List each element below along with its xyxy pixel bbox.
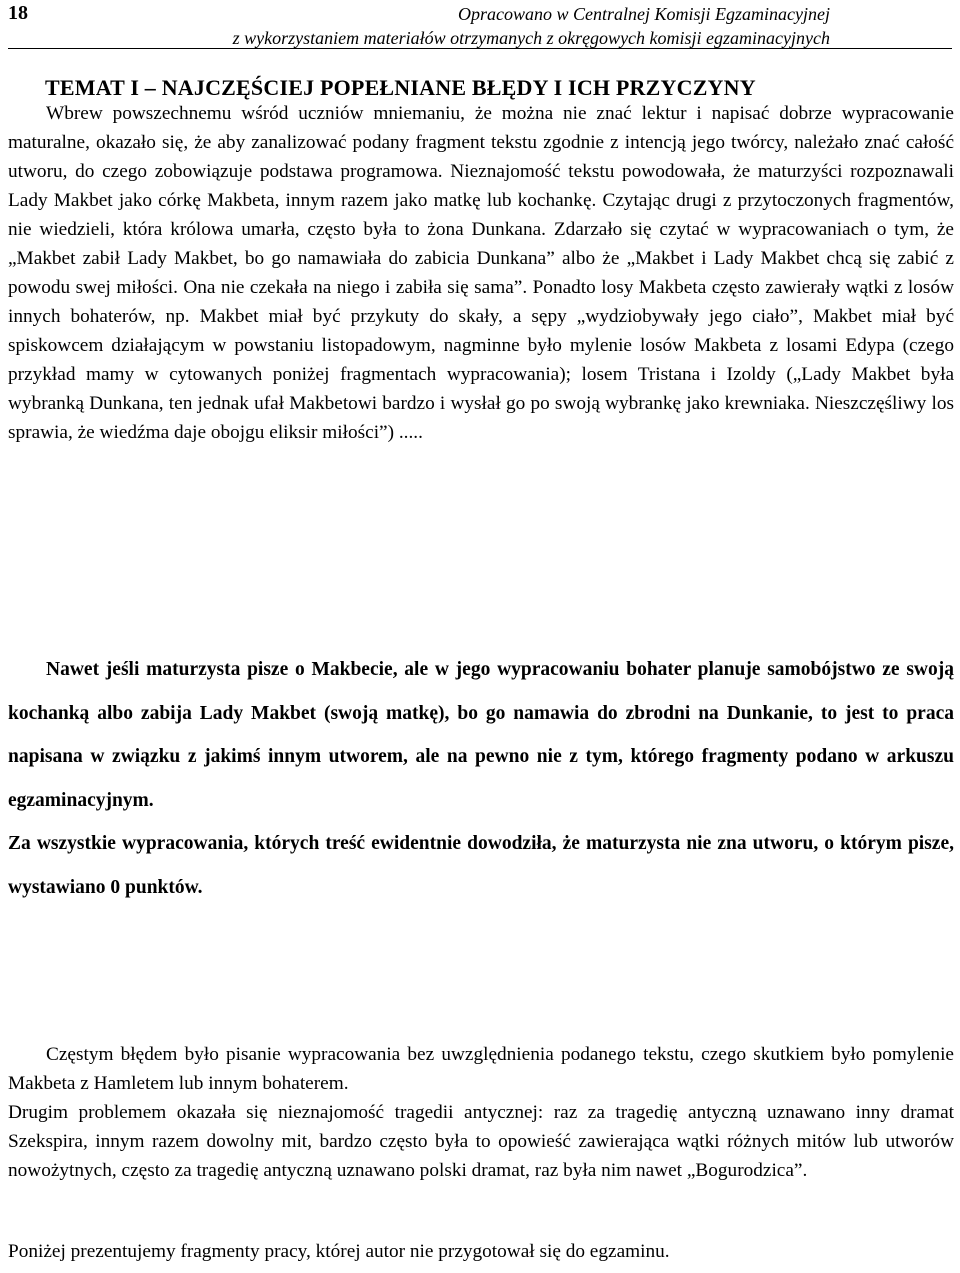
- intro-paragraph: Wbrew powszechnemu wśród uczniów mniemaniu, że można nie znać lektur i napisać dobrze wypracowanie maturalne, okazało się, że aby zanalizować podany fragment tekstu zgodnie z intencją jego twórcy, należało znać całość utworu, do czego zobowiązuje podstawa programowa. Nieznajomość tekstu powodowała, że maturzyści rozpoznawali Lady Makbet jako córkę Makbeta, innym razem jako matkę lub kochankę. Czytając drugi z przytoczonych fragmentów, nie wiedzieli, która królowa umarła, często była to żona Dunkana. Zdarzało się czytać w wypracowaniach o tym, że „Makbet zabił Lady Makbet, bo go namawiała do zabicia Dunkana” albo że „Makbet i Lady Makbet chcą się zabić z powodu swej miłości. Ona nie czekała na niego i zabiła się sama”. Ponadto losy Makbeta często zawierały wątki z losów innych bohaterów, np. Makbet miał być przykuty do skały, a sępy „wydziobywały jego ciało”, Makbet miał być spiskowcem działającym w powstaniu listopadowym, nagminne było mylenie losów Makbeta z losami Edypa (czego przykład mamy w cytowanych poniżej fragmentach wypracowania); losem Tristana i Izoldy („Lady Makbet była wybranką Dunkana, ten jednak ufał Makbetowi bardzo i wysłał go po swoją wybrankę jako krewniaka. Nieszczęśliwy los sprawia, że wiedźma daje obojgu eliksir miłości”) .....: [8, 103, 954, 443]
- closing-line: Poniżej prezentujemy fragmenty pracy, której autor nie przygotował się do egzaminu.: [8, 1241, 670, 1262]
- header-line-1: Opracowano w Centralnej Komisji Egzaminacyjnej: [458, 4, 830, 24]
- section-title: TEMAT I – NAJCZĘŚCIEJ POPEŁNIANE BŁĘDY I ICH PRZYCZYNY: [45, 75, 756, 100]
- closing-section: [8, 1237, 954, 1266]
- header-source-note: [233, 2, 830, 50]
- bold-paragraph-1: Nawet jeśli maturzysta pisze o Makbecie, ale w jego wypracowaniu bohater planuje samobójstwo ze swoją kochanką albo zabija Lady Makbet (swoją matkę), bo go namawia do zbrodni na Dunkanie, to jest to praca napisana w związku z jakimś innym utworem, ale na pewno nie z tym, którego fragmenty podano w arkuszu egzaminacyjnym.: [8, 659, 954, 811]
- paragraph-3: Częstym błędem było pisanie wypracowania bez uwzględnienia podanego tekstu, czego skutkiem było pomylenie Makbeta z Hamletem lub innym bohaterem.: [8, 1044, 954, 1094]
- bold-paragraph-2: Za wszystkie wypracowania, których treść ewidentnie dowodziła, że maturzysta nie zna utworu, o którym pisze, wystawiano 0 punktów.: [8, 833, 954, 898]
- paragraph-4: Drugim problemem okazała się nieznajomość tragedii antycznej: raz za tragedię antyczną uznawano inny dramat Szekspira, innym razem dowolny mit, bardzo często była to opowieść zawierająca wątki różnych mitów lub utworów nowożytnych, często za tragedię antyczną uznawano polski dramat, raz była nim nawet „Bogurodzica”.: [8, 1102, 954, 1181]
- header-line-2: z wykorzystaniem materiałów otrzymanych z okręgowych komisji egzaminacyjnych: [232, 28, 830, 48]
- errors-section: [8, 1040, 954, 1185]
- intro-section: [8, 99, 954, 447]
- bold-section: [8, 648, 954, 909]
- header-divider: [8, 48, 952, 49]
- page-number: 18: [8, 2, 28, 24]
- page-header: [0, 0, 960, 48]
